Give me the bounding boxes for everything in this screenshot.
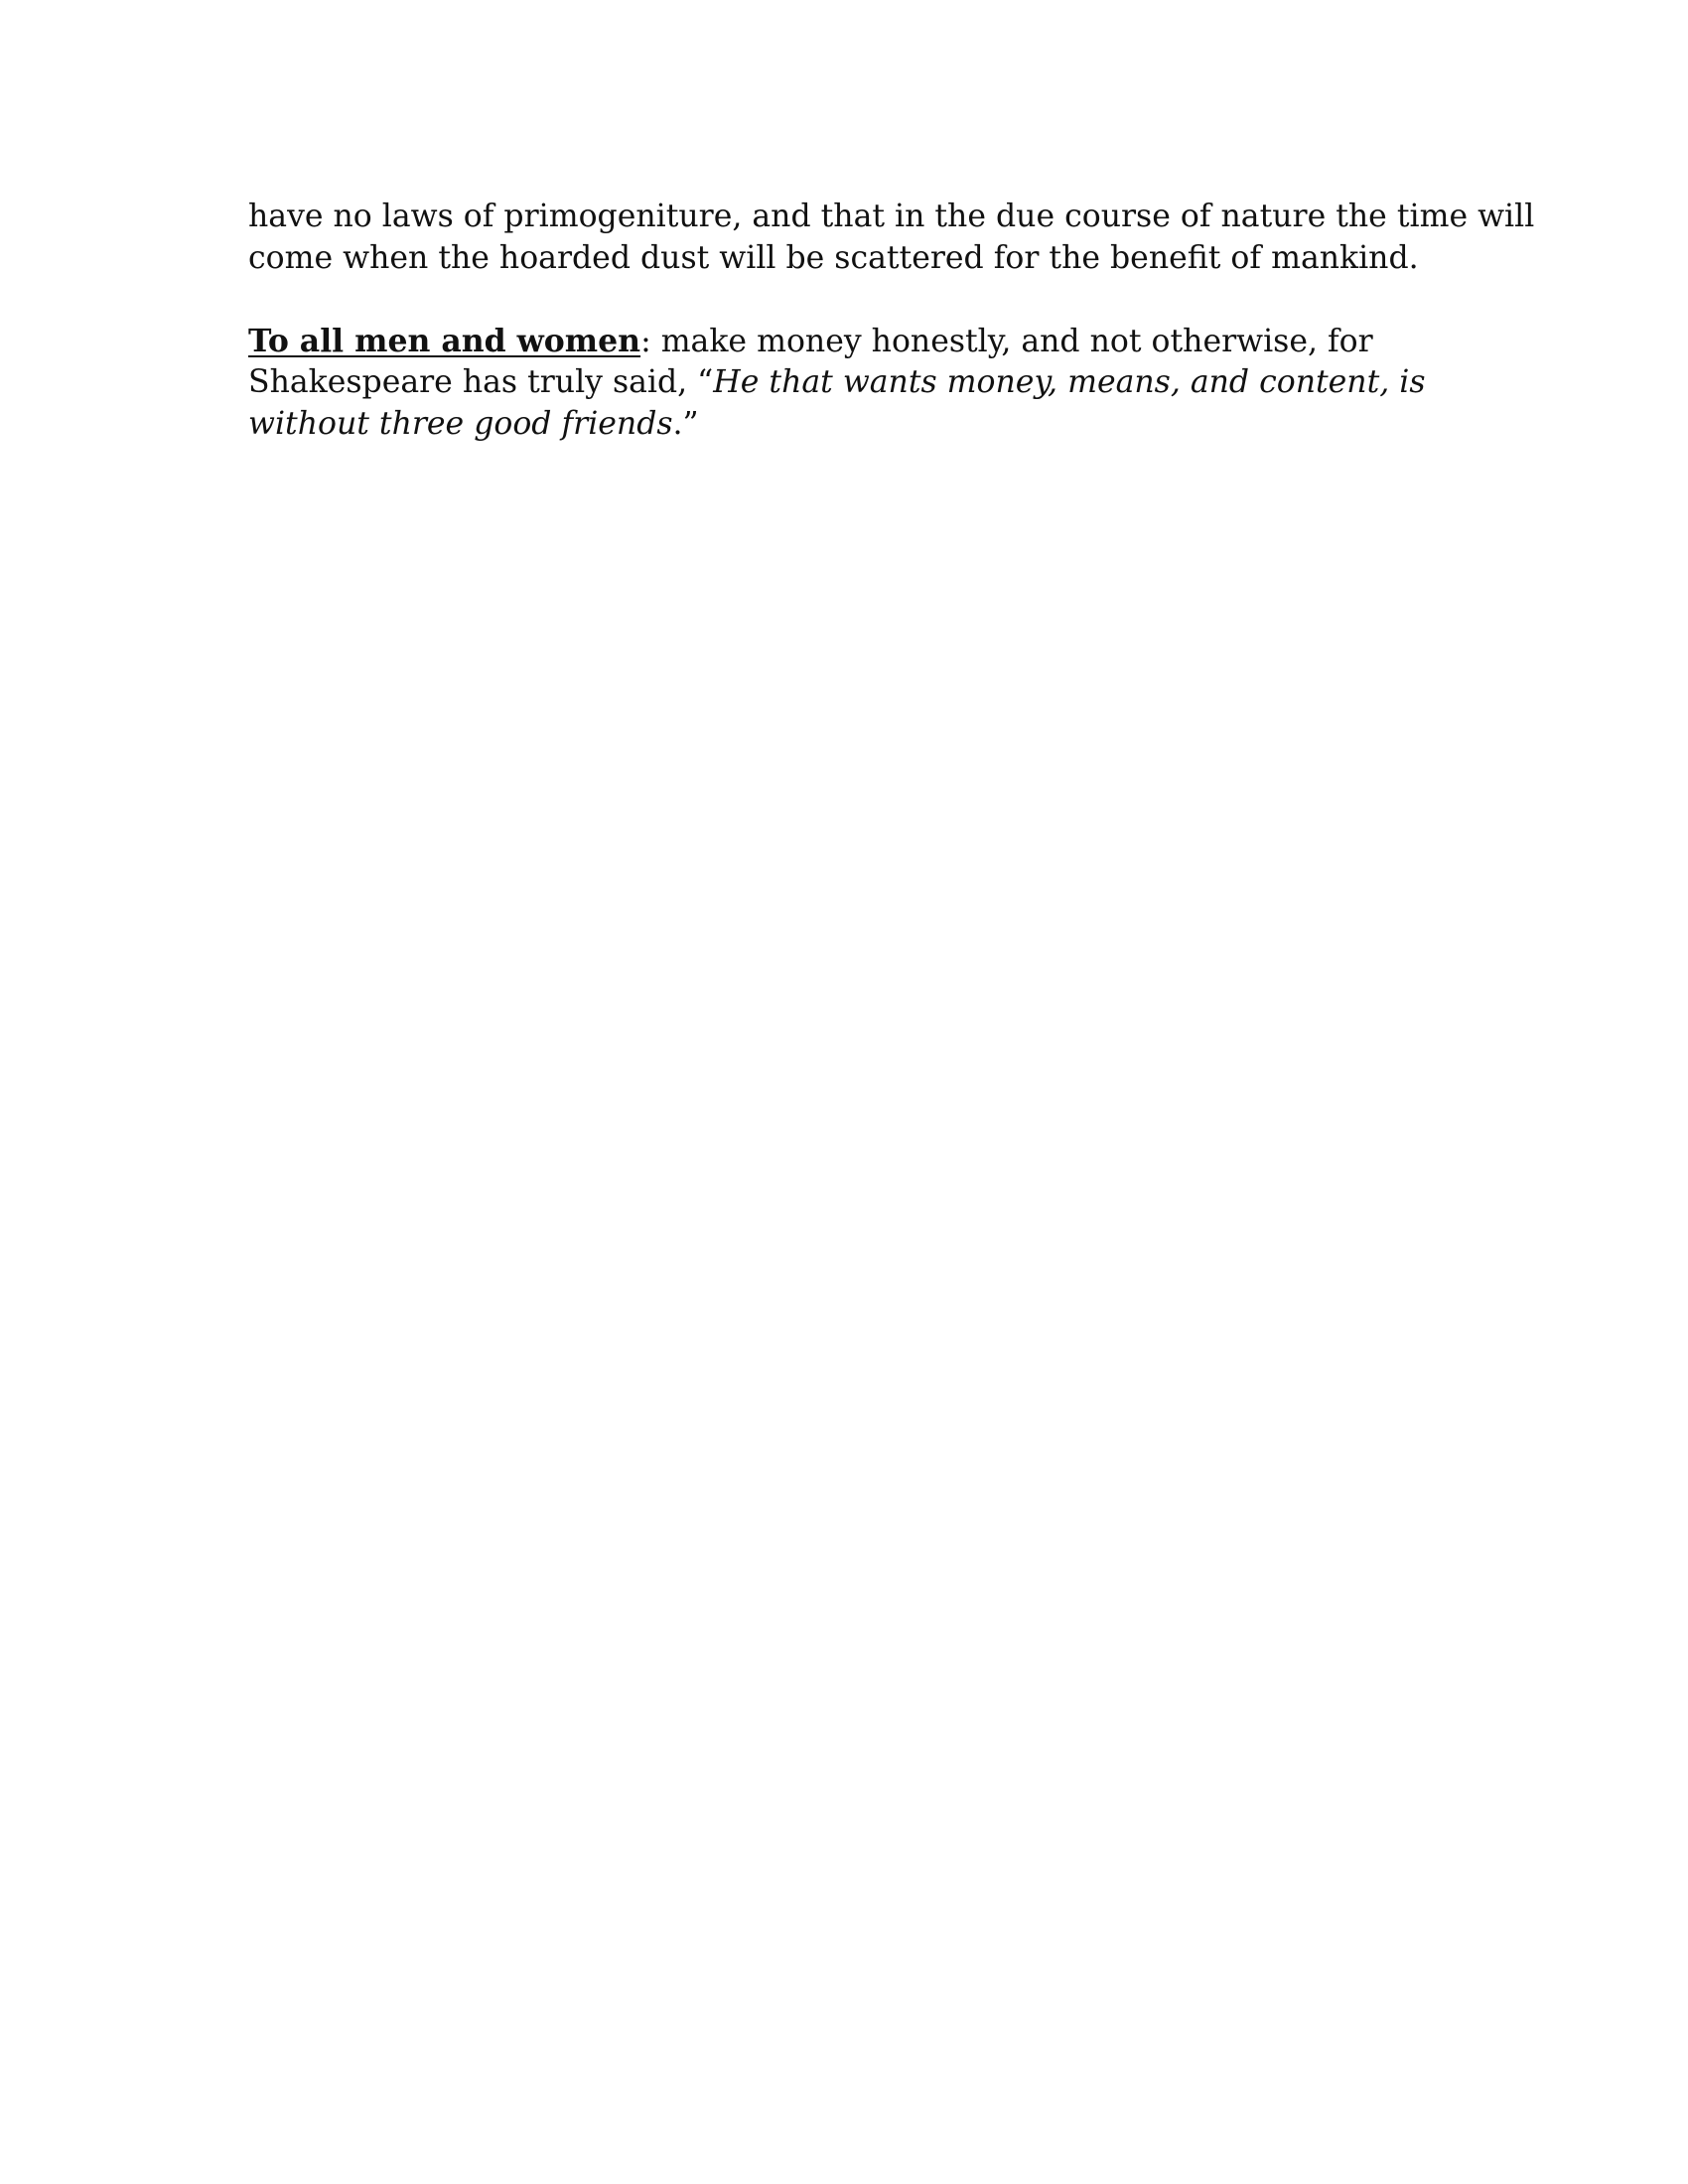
paragraph-2-line-2 xyxy=(248,362,1440,404)
paragraph-primogeniture xyxy=(248,197,1535,279)
quote-part-2: without three good friends xyxy=(248,405,673,442)
body-text xyxy=(248,197,1535,445)
quote-part-1: He that wants money, means, and content, is xyxy=(713,364,1426,400)
paragraph-1-line-1: have no laws of primogeniture, and that in the due course of nature the time will xyxy=(248,199,1535,234)
paragraph-2-line-1-rest: : make money honestly, and not otherwise, for xyxy=(640,323,1373,359)
paragraph-2-line-2-prefix: Shakespeare has truly said, “ xyxy=(248,364,714,400)
inline-heading: To all men and women xyxy=(248,322,641,359)
paragraph-make-money xyxy=(248,321,1440,446)
paragraph-2-line-1 xyxy=(248,321,1440,363)
paragraph-1-line-2: come when the hoarded dust will be scattered for the benefit of mankind. xyxy=(248,239,1419,276)
quote-closing: .” xyxy=(672,405,699,442)
paragraph-2-line-3 xyxy=(248,404,1440,446)
